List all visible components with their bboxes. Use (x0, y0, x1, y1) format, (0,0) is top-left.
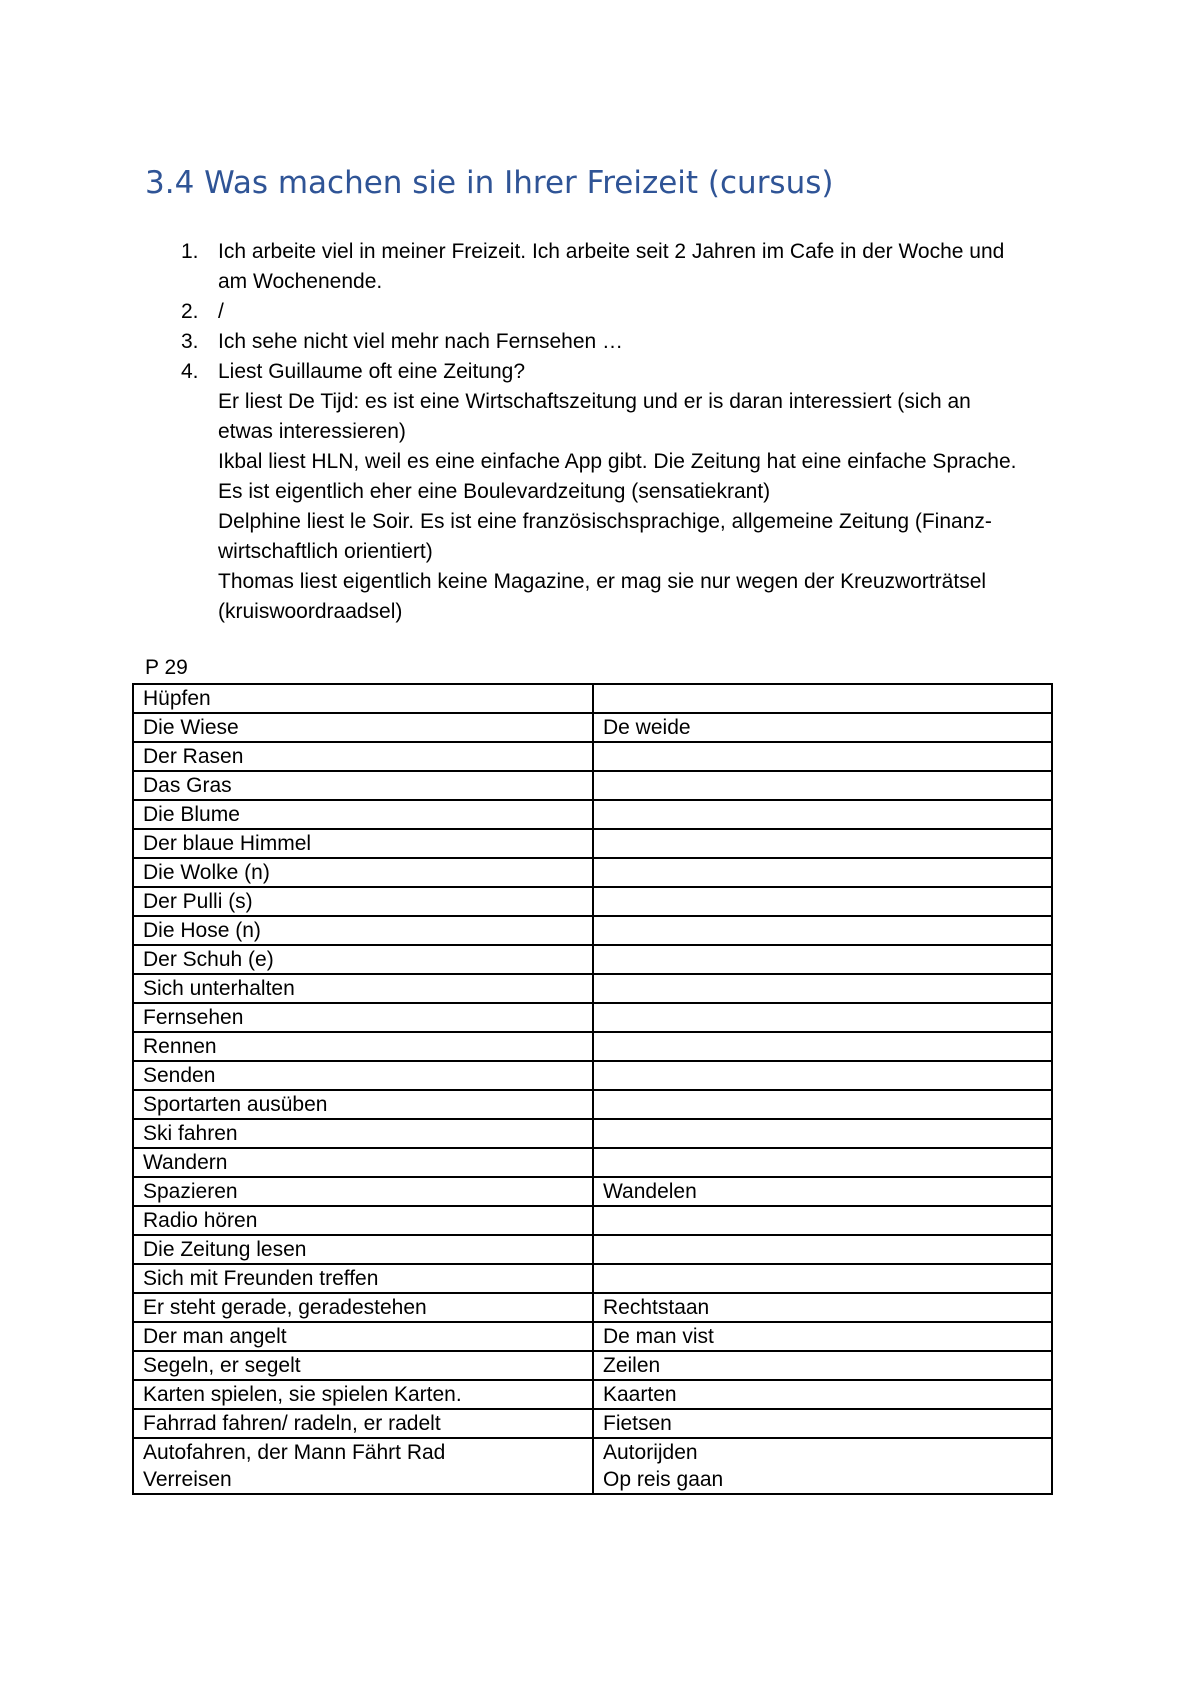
dutch-translation-cell (593, 1380, 1052, 1409)
table-row (133, 1206, 1052, 1235)
table-row (133, 684, 1052, 713)
dutch-translation-cell (593, 1293, 1052, 1322)
german-term-cell (133, 1206, 593, 1235)
table-row (133, 800, 1052, 829)
list-item-text: Delphine liest le Soir. Es ist eine französischsprachige, allgemeine Zeitung (Finanz- (218, 510, 992, 533)
dutch-translation-cell (593, 1061, 1052, 1090)
german-term-cell (133, 1351, 593, 1380)
dutch-translation-cell (593, 1322, 1052, 1351)
dutch-translation-cell (593, 800, 1052, 829)
dutch-translation-cell (593, 1206, 1052, 1235)
dutch-translation-cell (593, 1148, 1052, 1177)
section-label: P 29 (145, 656, 188, 679)
german-term-cell-text: Sich mit Freunden treffen (143, 1267, 379, 1290)
german-term-cell (133, 916, 593, 945)
german-term-cell-text: Hüpfen (143, 687, 211, 710)
table-row (133, 1322, 1052, 1351)
dutch-translation-cell (593, 771, 1052, 800)
german-term-cell (133, 684, 593, 713)
list-item-text: Ikbal liest HLN, weil es eine einfache App gibt. Die Zeitung hat eine einfache Sprache. (218, 450, 1017, 473)
german-term-cell-text: Der man angelt (143, 1325, 287, 1348)
german-term-cell-text: Radio hören (143, 1209, 258, 1232)
table-row (133, 1177, 1052, 1206)
list-number: 4. (181, 360, 199, 383)
list-item-text: Ich arbeite viel in meiner Freizeit. Ich arbeite seit 2 Jahren im Cafe in der Woche und (218, 240, 1005, 263)
german-term-cell-text: Rennen (143, 1035, 217, 1058)
list-item (145, 357, 1075, 627)
table-row (133, 829, 1052, 858)
german-term-cell (133, 1293, 593, 1322)
list-item-text: Es ist eigentlich eher eine Boulevardzeitung (sensatiekrant) (218, 480, 771, 503)
german-term-cell-text: Der blaue Himmel (143, 832, 312, 855)
dutch-translation-cell (593, 887, 1052, 916)
german-term-cell (133, 945, 593, 974)
dutch-translation-cell (593, 858, 1052, 887)
list-item-text: (kruiswoordraadsel) (218, 600, 403, 623)
german-term-cell (133, 771, 593, 800)
dutch-translation-cell-text: Fietsen (603, 1412, 672, 1435)
german-term-cell (133, 829, 593, 858)
table-row (133, 1061, 1052, 1090)
table-row (133, 1293, 1052, 1322)
table-row (133, 713, 1052, 742)
dutch-translation-cell (593, 1032, 1052, 1061)
dutch-translation-cell-text: Autorijden (603, 1441, 698, 1464)
german-term-cell-text: Segeln, er segelt (143, 1354, 301, 1377)
list-item-text: etwas interessieren) (218, 420, 406, 443)
german-term-cell-text: Wandern (143, 1151, 228, 1174)
vocabulary-table (132, 683, 1053, 1495)
german-term-cell-text: Das Gras (143, 774, 232, 797)
german-term-cell-text: Die Blume (143, 803, 240, 826)
german-term-cell-text: Der Pulli (s) (143, 890, 253, 913)
dutch-translation-cell-text: Op reis gaan (603, 1468, 724, 1491)
german-term-cell-text: Spazieren (143, 1180, 238, 1203)
table-row (133, 1409, 1052, 1438)
dutch-translation-cell (593, 1090, 1052, 1119)
table-row (133, 858, 1052, 887)
german-term-cell (133, 800, 593, 829)
german-term-cell (133, 1409, 593, 1438)
table-row (133, 945, 1052, 974)
list-item-text: Er liest De Tijd: es ist eine Wirtschaftszeitung und er is daran interessiert (sich an (218, 390, 971, 413)
german-term-cell (133, 1003, 593, 1032)
dutch-translation-cell-text: Zeilen (603, 1354, 661, 1377)
german-term-cell (133, 1032, 593, 1061)
dutch-translation-cell (593, 945, 1052, 974)
german-term-cell-text: Fernsehen (143, 1006, 244, 1029)
german-term-cell (133, 1438, 593, 1494)
german-term-cell (133, 1061, 593, 1090)
list-number: 3. (181, 330, 199, 353)
german-term-cell-text: Karten spielen, sie spielen Karten. (143, 1383, 462, 1406)
dutch-translation-cell (593, 974, 1052, 1003)
german-term-cell-text: Er steht gerade, geradestehen (143, 1296, 427, 1319)
german-term-cell (133, 974, 593, 1003)
dutch-translation-cell (593, 1003, 1052, 1032)
table-row (133, 1235, 1052, 1264)
list-item-text: / (218, 300, 224, 323)
list-item (145, 237, 1075, 297)
table-row (133, 1148, 1052, 1177)
table-row (133, 1264, 1052, 1293)
dutch-translation-cell-text: De weide (603, 716, 691, 739)
list-number: 1. (181, 240, 199, 263)
list-item-text: Ich sehe nicht viel mehr nach Fernsehen … (218, 330, 624, 353)
german-term-cell-text: Die Wolke (n) (143, 861, 270, 884)
dutch-translation-cell-text: Kaarten (603, 1383, 677, 1406)
table-row (133, 742, 1052, 771)
table-row (133, 1032, 1052, 1061)
list-item (145, 297, 1075, 327)
german-term-cell (133, 1148, 593, 1177)
table-row (133, 1090, 1052, 1119)
dutch-translation-cell (593, 713, 1052, 742)
german-term-cell-text: Sportarten ausüben (143, 1093, 328, 1116)
table-row (133, 1003, 1052, 1032)
dutch-translation-cell (593, 829, 1052, 858)
dutch-translation-cell (593, 742, 1052, 771)
dutch-translation-cell (593, 1438, 1052, 1494)
table-row (133, 974, 1052, 1003)
dutch-translation-cell (593, 1409, 1052, 1438)
german-term-cell-text: Die Wiese (143, 716, 239, 739)
table-row (133, 887, 1052, 916)
german-term-cell (133, 858, 593, 887)
german-term-cell (133, 1322, 593, 1351)
dutch-translation-cell (593, 684, 1052, 713)
german-term-cell-text: Der Schuh (e) (143, 948, 274, 971)
german-term-cell (133, 1177, 593, 1206)
dutch-translation-cell (593, 1351, 1052, 1380)
german-term-cell (133, 713, 593, 742)
german-term-cell-text: Senden (143, 1064, 216, 1087)
page-heading: 3.4 Was machen sie in Ihrer Freizeit (cursus) (145, 165, 834, 201)
table-row (133, 1380, 1052, 1409)
german-term-cell-text: Autofahren, der Mann Fährt Rad (143, 1441, 446, 1464)
list-item-text: wirtschaftlich orientiert) (218, 540, 433, 563)
dutch-translation-cell (593, 1264, 1052, 1293)
list-item-text: am Wochenende. (218, 270, 383, 293)
list-item (145, 327, 1075, 357)
german-term-cell (133, 1119, 593, 1148)
dutch-translation-cell-text: Rechtstaan (603, 1296, 710, 1319)
dutch-translation-cell (593, 1177, 1052, 1206)
german-term-cell-text: Die Zeitung lesen (143, 1238, 307, 1261)
list-item-text: Thomas liest eigentlich keine Magazine, er mag sie nur wegen der Kreuzworträtsel (218, 570, 987, 593)
german-term-cell-text: Der Rasen (143, 745, 244, 768)
dutch-translation-cell (593, 1235, 1052, 1264)
table-row (133, 1119, 1052, 1148)
german-term-cell (133, 742, 593, 771)
table-row (133, 771, 1052, 800)
german-term-cell-text: Die Hose (n) (143, 919, 261, 942)
german-term-cell (133, 887, 593, 916)
german-term-cell-text: Ski fahren (143, 1122, 238, 1145)
dutch-translation-cell-text: De man vist (603, 1325, 714, 1348)
dutch-translation-cell-text: Wandelen (603, 1180, 697, 1203)
answer-list (145, 237, 1075, 627)
dutch-translation-cell (593, 1119, 1052, 1148)
german-term-cell-text: Sich unterhalten (143, 977, 295, 1000)
german-term-cell-text: Fahrrad fahren/ radeln, er radelt (143, 1412, 441, 1435)
german-term-cell (133, 1264, 593, 1293)
list-item-text: Liest Guillaume oft eine Zeitung? (218, 360, 526, 383)
list-number: 2. (181, 300, 199, 323)
table-row (133, 1351, 1052, 1380)
table-row (133, 916, 1052, 945)
german-term-cell (133, 1090, 593, 1119)
german-term-cell-text: Verreisen (143, 1468, 232, 1491)
table-row (133, 1438, 1052, 1494)
german-term-cell (133, 1380, 593, 1409)
dutch-translation-cell (593, 916, 1052, 945)
german-term-cell (133, 1235, 593, 1264)
